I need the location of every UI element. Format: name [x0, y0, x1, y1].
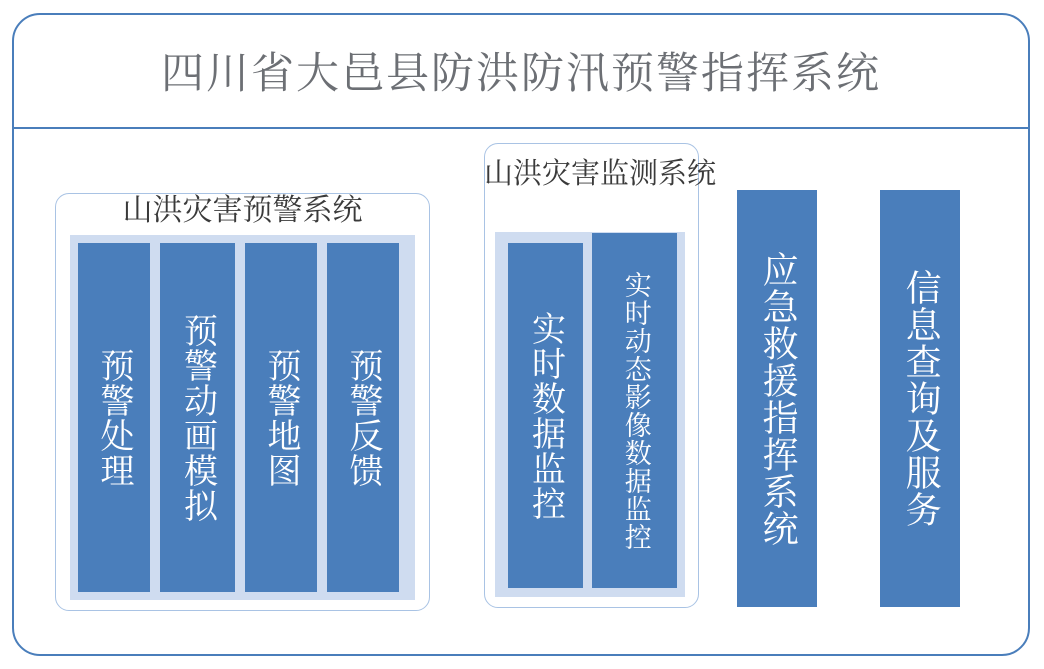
module-warning-animation[interactable] — [160, 243, 235, 592]
module-emergency-rescue-command-label: 应急救援指挥系统 — [757, 250, 799, 547]
module-warning-processing-label: 预警处理 — [94, 347, 135, 488]
module-realtime-data-monitor-label: 实时数据监控 — [525, 310, 566, 521]
module-realtime-video-monitor[interactable] — [592, 233, 677, 588]
page-title: 四川省大邑县防洪防汛预警指挥系统 — [161, 48, 881, 99]
module-information-query-service[interactable] — [880, 190, 960, 607]
module-information-query-service-label: 信息查询及服务 — [900, 269, 942, 528]
module-warning-animation-label: 预警动画模拟 — [177, 312, 218, 523]
module-warning-map[interactable] — [245, 243, 317, 592]
module-emergency-rescue-command[interactable] — [737, 190, 817, 607]
title-band — [12, 13, 1030, 129]
module-realtime-data-monitor[interactable] — [508, 243, 583, 588]
group-label-warning-system: 山洪灾害预警系统 — [122, 193, 363, 228]
module-realtime-video-monitor-label: 实时动态影像数据监控 — [619, 270, 651, 551]
group-label-monitoring-system: 山洪灾害监测系统 — [484, 156, 717, 190]
module-warning-processing[interactable] — [78, 243, 150, 592]
module-warning-map-label: 预警地图 — [261, 347, 302, 488]
module-warning-feedback[interactable] — [327, 243, 399, 592]
module-warning-feedback-label: 预警反馈 — [343, 347, 384, 488]
